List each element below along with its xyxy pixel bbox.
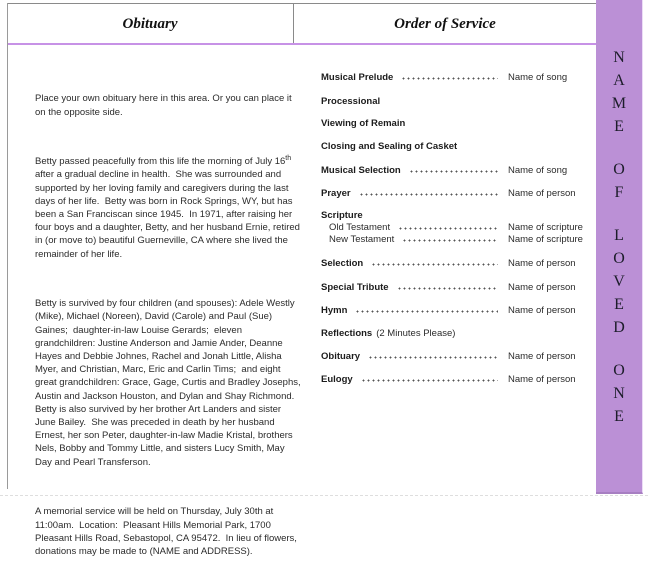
obituary-page-title: Obituary <box>122 16 178 32</box>
service-value: Name of scripture <box>508 222 583 233</box>
order-of-service-page-title: Order of Service <box>394 16 496 32</box>
service-label: Reflections <box>321 328 373 339</box>
service-label: Processional <box>321 96 381 107</box>
service-value: Name of song <box>508 165 568 176</box>
service-label: Musical Selection <box>321 165 401 176</box>
service-value: Name of person <box>508 351 576 362</box>
obituary-paragraph-service-info: A memorial service will be held on Thursday, July 30th at 11:00am. Location: Pleasant Hills Memorial Park, 1700 Pleasant Hills Road, Sebastopol, CA 95472. In lieu of flowers, donations may be made to (NAME and ADDRESS). <box>35 506 300 557</box>
service-label: Selection <box>321 258 364 269</box>
service-label: Musical Prelude <box>321 72 394 83</box>
service-label: Prayer <box>321 188 351 199</box>
dot-leader <box>397 286 498 291</box>
service-label: Eulogy <box>321 374 353 385</box>
obituary-paragraph-life-rest: after a gradual decline in health. She was surrounded and supported by her loving family and caregivers during the last days of her life. Betty was born in Rock Springs, WY, but has been a San Franciscan since 1945. In 1971, after raising her four boys and a daughter, Betty, and her husband Ernie, retired in (or move to) beautiful Guerneville, CA where she lived the remainder of her life. <box>35 156 303 260</box>
obituary-placeholder-paragraph: Place your own obituary here in this area. Or you can place it on the opposite side. <box>35 93 295 118</box>
dot-leader <box>409 169 498 174</box>
service-row-prayer <box>321 188 578 199</box>
service-row-viewing <box>321 118 578 129</box>
service-row-processional <box>321 96 578 107</box>
ordinal-superscript: th <box>285 155 292 163</box>
service-row-new-testament <box>321 234 583 245</box>
dot-leader <box>398 226 498 231</box>
service-label: New Testament <box>329 234 395 245</box>
side-accent-band <box>596 0 643 494</box>
service-row-musical-selection <box>321 165 578 176</box>
obituary-paragraph-family: Betty is survived by four children (and spouses): Adele Westly (Mike), Michael (Noreen), David (Carole) and Paul (Sue) Gaines; daughter-in-law Louise Gerards; eleven grandchildren: Justine Anderson and Jamie Ander, Deanne Hayes and Debbie Johnes, Rachel and Jonah Little, Alisha Myer, and Christian, Marc, Eric and Carlin Tims; and eight great grandchildren: Grace, Gage, Curtis and Bradley Josephs, Austin and Jackson Houston, and Dylan and Shay Richmond. Betty is also survived by her brother Art Landers and sister June Bailey. She was preceded in death by her husband Ernest, her son Peter, daughter-in-law Madie Kristal, brothers Nels, Bobby and Tommy Little, and sisters Lucy Smith, May Day and Pearl Transferson. <box>35 298 303 468</box>
order-of-service-list <box>321 0 583 420</box>
service-label: Obituary <box>321 351 361 362</box>
service-value: Name of person <box>508 258 576 269</box>
service-value: Name of person <box>508 282 576 293</box>
service-row-reflections <box>321 328 578 339</box>
service-note: (2 Minutes Please) <box>376 328 456 339</box>
page-border-left <box>7 3 8 489</box>
dot-leader <box>371 262 498 267</box>
service-value: Name of song <box>508 72 568 83</box>
service-row-scripture <box>321 210 578 221</box>
dot-leader <box>368 355 498 360</box>
service-row-closing-casket <box>321 141 578 152</box>
service-label: Closing and Sealing of Casket <box>321 141 458 152</box>
service-row-musical-prelude <box>321 72 578 83</box>
dot-leader <box>402 238 498 243</box>
obituary-paragraph-life <box>35 155 303 261</box>
obituary-text-block <box>35 66 303 581</box>
service-value: Name of person <box>508 305 576 316</box>
service-label: Hymn <box>321 305 348 316</box>
service-label: Scripture <box>321 210 363 221</box>
dot-leader <box>401 76 498 81</box>
service-value: Name of person <box>508 188 576 199</box>
dot-leader <box>359 192 498 197</box>
dot-leader <box>361 378 498 383</box>
service-value: Name of person <box>508 374 576 385</box>
dot-leader <box>355 309 498 314</box>
service-row-special-tribute <box>321 282 578 293</box>
service-row-hymn <box>321 305 578 316</box>
service-row-old-testament <box>321 222 583 233</box>
service-value: Name of scripture <box>508 234 583 245</box>
service-label: Old Testament <box>329 222 391 233</box>
service-row-eulogy <box>321 374 578 385</box>
service-row-selection <box>321 258 578 269</box>
service-label: Viewing of Remain <box>321 118 406 129</box>
service-row-obituary <box>321 351 578 362</box>
service-label: Special Tribute <box>321 282 389 293</box>
obituary-paragraph-life-start: Betty passed peacefully from this life the morning of July 16 <box>35 156 286 168</box>
loved-one-name-vertical-text: N A M E O F L O V E D O N E <box>611 49 627 425</box>
